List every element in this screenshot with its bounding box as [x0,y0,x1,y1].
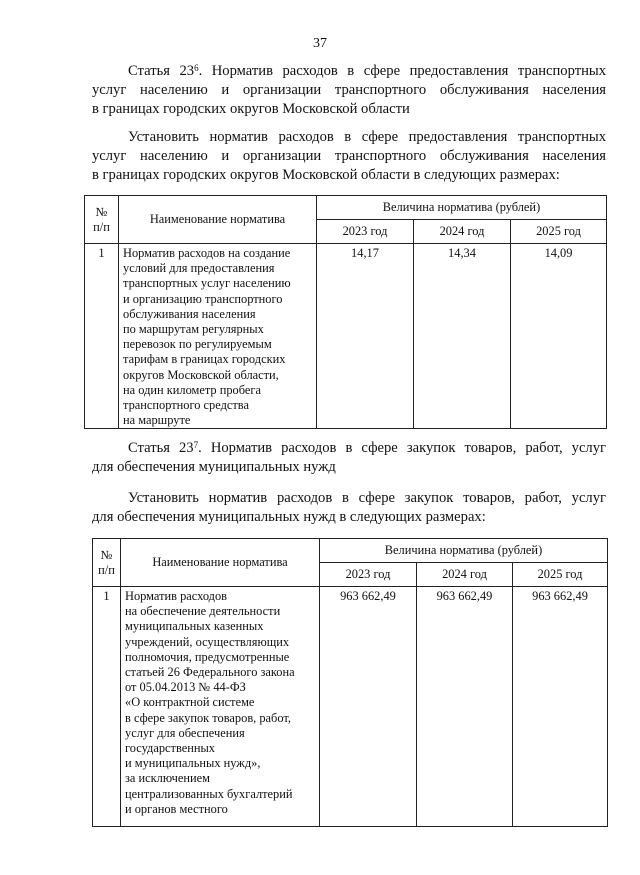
value-2023: 14,17 [317,244,414,429]
norm-table-transport [84,195,607,429]
page-number: 37 [313,36,327,51]
article-23-7-intro [92,489,606,527]
column-header-year: 2024 год [414,220,511,244]
intro-line: в границах городских округов Московской области в следующих размерах: [92,167,560,183]
column-header-year: 2025 год [513,563,608,587]
value-2025: 14,09 [511,244,607,429]
column-header-number: № п/п [93,539,121,587]
norm-table-procurement [92,538,608,827]
article-heading-superscript: 7 [193,440,199,450]
value-2024: 963 662,49 [417,587,513,827]
column-header-name: Наименование норматива [121,539,320,587]
value-2023: 963 662,49 [320,587,417,827]
article-23-6-heading [92,62,606,119]
row-norm-name: Норматив расходов на создание условий для предоставления транспортных услуг населению и организацию транспортного обслуживания населения по маршрутам регулярных перевозок по регулируемым тарифам в границах городских округов Московской области, на один километр пробега транспортного средства на маршруте [119,244,317,429]
intro-line: Установить норматив расходов в сфере предоставления транспортных [128,129,606,145]
row-number: 1 [93,587,121,827]
article-heading-line: услуг населению и организации транспортного обслуживания населения [92,82,606,98]
column-header-value-group: Величина норматива (рублей) [320,539,608,563]
intro-line: для обеспечения муниципальных нужд в следующих размерах: [92,509,486,525]
table-row [85,244,607,429]
value-2024: 14,34 [414,244,511,429]
article-heading-superscript: 6 [194,63,199,73]
table-row [93,587,608,827]
intro-line: услуг населению и организации транспортного обслуживания населения [92,148,606,164]
intro-line: Установить норматив расходов в сфере закупок товаров, работ, услуг [128,490,606,506]
value-2025: 963 662,49 [513,587,608,827]
row-number: 1 [85,244,119,429]
column-header-name: Наименование норматива [119,196,317,244]
article-heading-prefix: Статья 23 [128,63,195,79]
column-header-year: 2023 год [317,220,414,244]
column-header-year: 2023 год [320,563,417,587]
article-heading-line: для обеспечения муниципальных нужд [92,459,336,475]
article-heading-prefix: Статья 23 [128,440,194,456]
article-heading-line: в границах городских округов Московской области [92,101,410,117]
column-header-value-group: Величина норматива (рублей) [317,196,607,220]
article-23-7-heading [92,439,606,477]
article-23-6-intro [92,128,606,185]
article-heading-text: . Норматив расходов в сфере закупок товаров, работ, услуг [198,440,607,456]
article-heading-text: . Норматив расходов в сфере предоставления транспортных [198,63,606,79]
column-header-year: 2024 год [417,563,513,587]
row-norm-name: Норматив расходов на обеспечение деятельности муниципальных казенных учреждений, осуществляющих полномочия, предусмотренные статьей 26 Федерального закона от 05.04.2013 № 44-ФЗ «О контрактной системе в сфере закупок товаров, работ, услуг для обеспечения государственных и муниципальных нужд», за исключением централизованных бухгалтерий и органов местного [121,587,320,827]
column-header-year: 2025 год [511,220,607,244]
column-header-number: № п/п [85,196,119,244]
